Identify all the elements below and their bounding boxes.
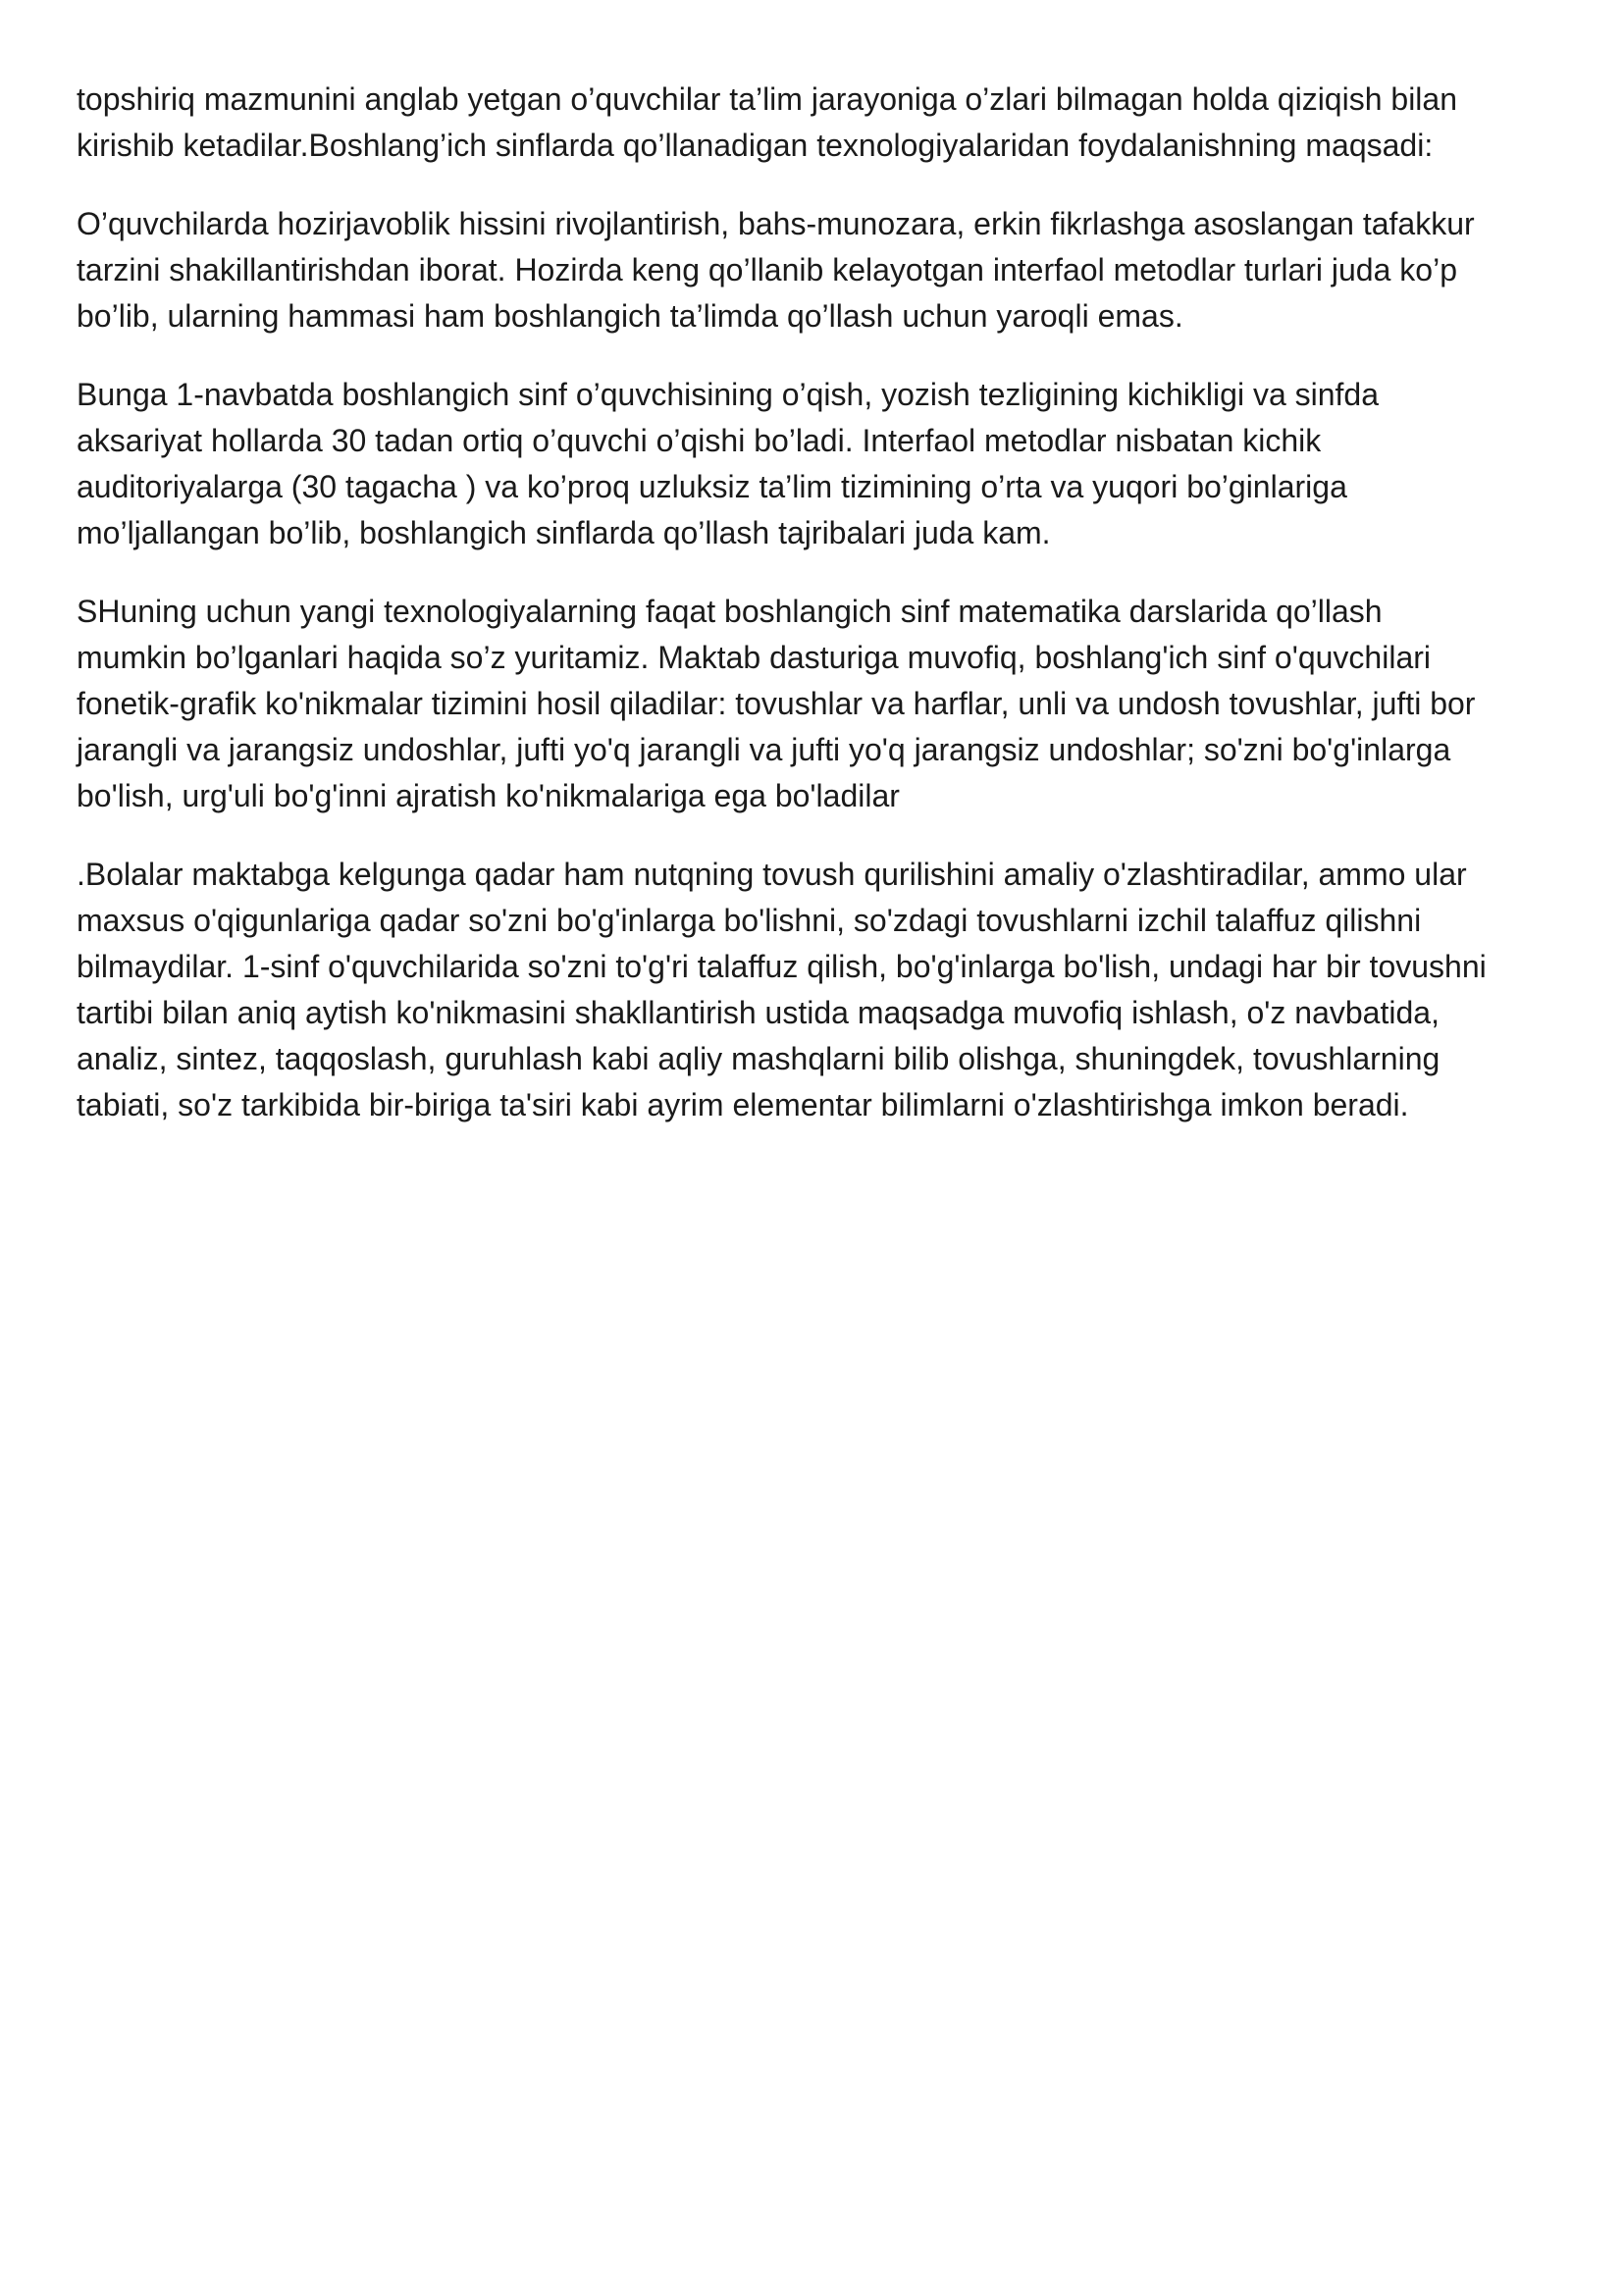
- paragraph-5: .Bolalar maktabga kelgunga qadar ham nutqning tovush qurilishini amaliy o'zlashtiradilar, ammo ular maxsus o'qigunlariga qadar so'zni bo'g'inlarga bo'lishni, so'zdagi tovushlarni izchil talaffuz qilishni bilmaydilar. 1-sinf o'quvchilarida so'zni to'g'ri talaffuz qilish, bo'g'inlarga bo'lish, undagi har bir tovushni tartibi bilan aniq aytish ko'nikmasini shakllantirish ustida maqsadga muvofiq ishlash, o'z navbatida, analiz, sintez, taqqoslash, guruhlash kabi aqliy mashqlarni bilib olishga, shuningdek, tovushlarning tabiati, so'z tarkibida bir-biriga ta'siri kabi ayrim elementar bilimlarni o'zlashtirishga imkon beradi.: [77, 857, 1487, 1122]
- paragraph-1: topshiriq mazmunini anglab yetgan o’quvchilar ta’lim jarayoniga o’zlari bilmagan holda qiziqish bilan kirishib ketadilar.Boshlang’ich sinflarda qo’llanadigan texnologiyalaridan foydalanishning maqsadi:: [77, 81, 1457, 163]
- paragraph-3: Bunga 1-navbatda boshlangich sinf o’quvchisining o’qish, yozish tezligining kichikligi va sinfda aksariyat hollarda 30 tadan ortiq o’quvchi o’qishi bo’ladi. Interfaol metodlar nisbatan kichik auditoriyalarga (30 tagacha ) va ko’proq uzluksiz ta’lim tizimining o’rta va yuqori bo’ginlariga mo’ljallangan bo’lib, boshlangich sinflarda qo’llash tajribalari juda kam.: [77, 377, 1380, 550]
- document-body: [77, 77, 1568, 1161]
- paragraph-4: SHuning uchun yangi texnologiyalarning faqat boshlangich sinf matematika darslarida qo’llash mumkin bo’lganlari haqida so’z yuritamiz. Maktab dasturiga muvofiq, boshlang'ich sinf o'quvchilari fonetik-grafik ko'nikmalar tizimini hosil qiladilar: tovushlar va harflar, unli va undosh tovushlar, jufti bor jarangli va jarangsiz undoshlar, jufti yo'q jarangli va jufti yo'q jarangsiz undoshlar; so'zni bo'g'inlarga bo'lish, urg'uli bo'g'inni ajratish ko'nikmalariga ega bo'ladilar: [77, 594, 1476, 813]
- paragraph-2: O’quvchilarda hozirjavoblik hissini rivojlantirish, bahs-munozara, erkin fikrlashga asoslangan tafakkur tarzini shakillantirishdan iborat. Hozirda keng qo’llanib kelayotgan interfaol metodlar turlari juda ko’p bo’lib, ularning hammasi ham boshlangich ta’limda qo’llash uchun yaroqli emas.: [77, 206, 1475, 334]
